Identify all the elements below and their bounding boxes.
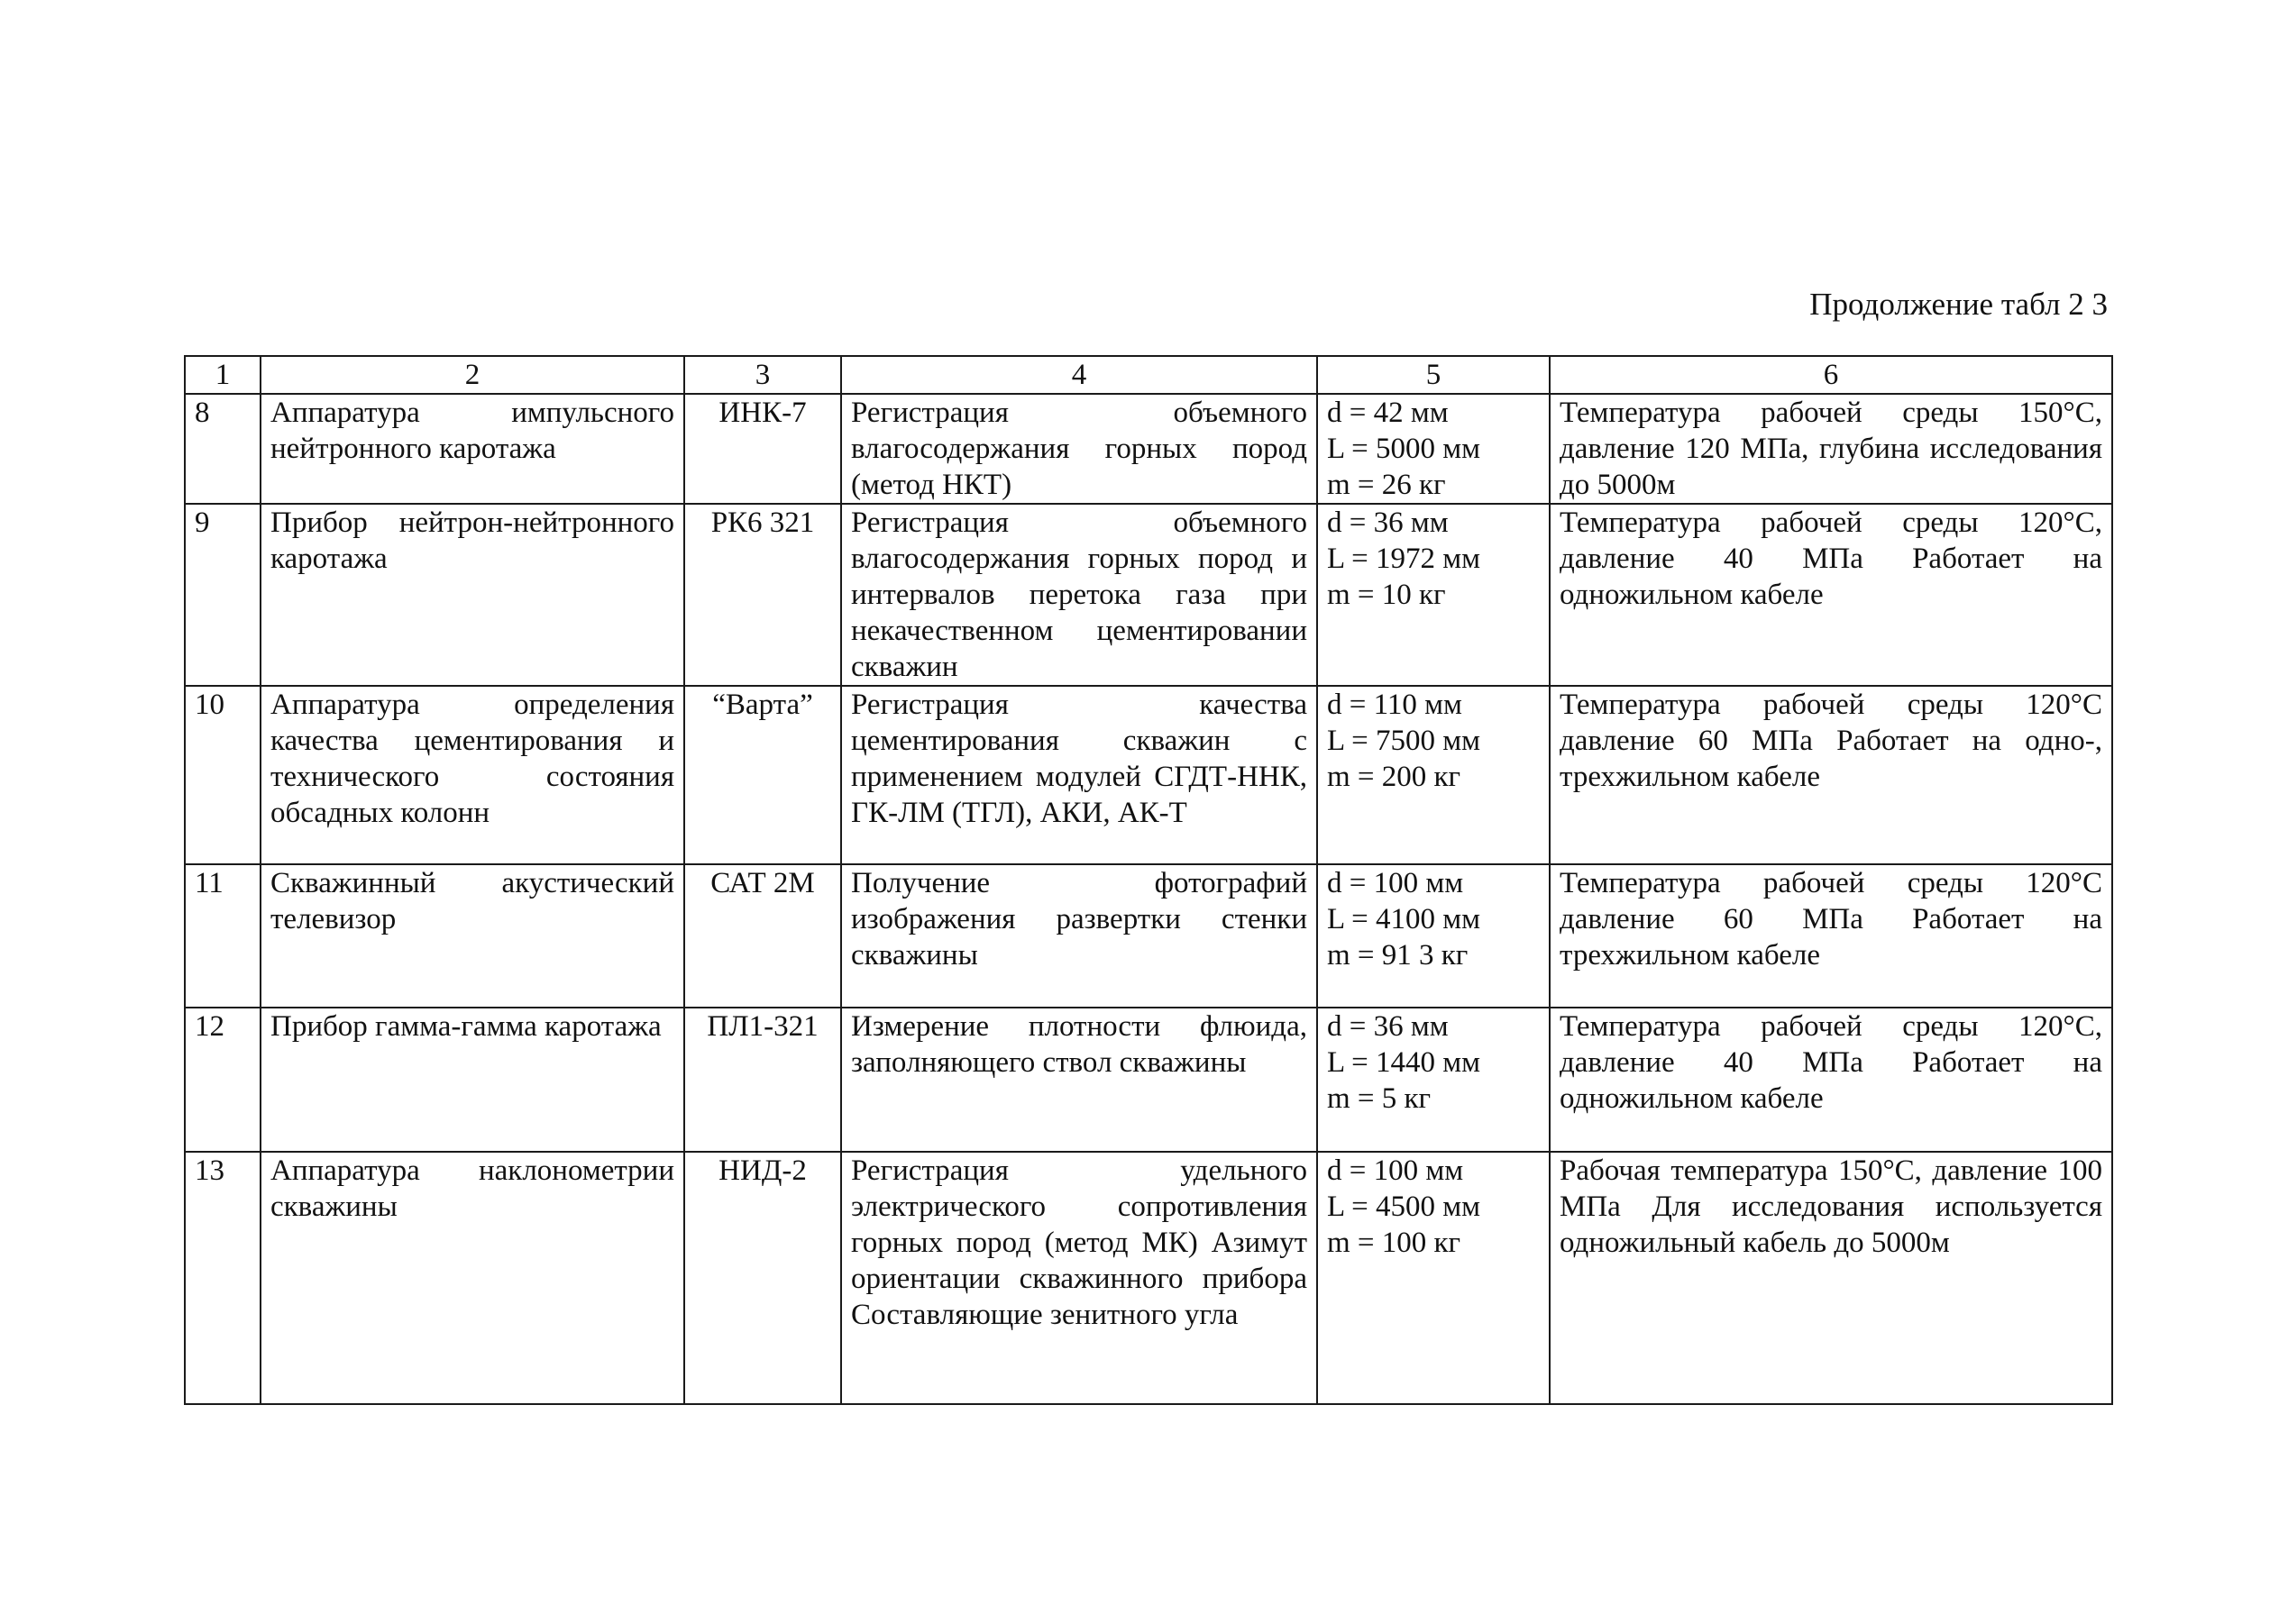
- equipment-model: “Варта”: [684, 686, 841, 864]
- dimension-diameter: d = 36 мм: [1327, 506, 1449, 539]
- equipment-purpose: Получение фотографий изображения развертки стенки скважины: [841, 864, 1317, 1008]
- column-number-5: 5: [1317, 356, 1550, 394]
- operating-conditions: Температура рабочей среды 150°С, давление 120 МПа, глубина исследования до 5000м: [1550, 394, 2112, 504]
- equipment-table: [184, 355, 2113, 1405]
- dimension-mass: m = 26 кг: [1327, 469, 1446, 501]
- equipment-dimensions: [1317, 864, 1550, 1008]
- row-number: 11: [185, 864, 261, 1008]
- row-number: 8: [185, 394, 261, 504]
- equipment-model: ПЛ1-321: [684, 1008, 841, 1152]
- dimension-mass: m = 100 кг: [1327, 1227, 1461, 1259]
- equipment-purpose: Регистрация объемного влагосодержания горных пород (метод НКТ): [841, 394, 1317, 504]
- operating-conditions: Рабочая температура 150°С, давление 100 МПа Для исследования используется одножильный кабель до 5000м: [1550, 1152, 2112, 1404]
- equipment-dimensions: [1317, 1008, 1550, 1152]
- dimension-diameter: d = 36 мм: [1327, 1010, 1449, 1043]
- equipment-dimensions: [1317, 394, 1550, 504]
- column-number-row: [185, 356, 2112, 394]
- operating-conditions: Температура рабочей среды 120°С, давление 40 МПа Работает на одножильном кабеле: [1550, 504, 2112, 686]
- dimension-length: L = 5000 мм: [1327, 433, 1481, 465]
- equipment-purpose: Регистрация объемного влагосодержания горных пород и интервалов перетока газа при некачественном цементировании скважин: [841, 504, 1317, 686]
- row-number: 9: [185, 504, 261, 686]
- equipment-model: ИНК-7: [684, 394, 841, 504]
- column-number-2: 2: [261, 356, 684, 394]
- dimension-length: L = 7500 мм: [1327, 725, 1481, 757]
- dimension-mass: m = 200 кг: [1327, 761, 1461, 793]
- dimension-diameter: d = 110 мм: [1327, 689, 1462, 721]
- equipment-dimensions: [1317, 686, 1550, 864]
- equipment-dimensions: [1317, 1152, 1550, 1404]
- column-number-3: 3: [684, 356, 841, 394]
- operating-conditions: Температура рабочей среды 120°С давление 60 МПа Работает на трехжильном кабеле: [1550, 864, 2112, 1008]
- dimension-length: L = 1440 мм: [1327, 1046, 1481, 1079]
- equipment-model: САТ 2М: [684, 864, 841, 1008]
- equipment-dimensions: [1317, 504, 1550, 686]
- equipment-purpose: Регистрация качества цементирования скважин с применением модулей СГДТ-ННК, ГК-ЛМ (ТГЛ), АКИ, АК-Т: [841, 686, 1317, 864]
- column-number-6: 6: [1550, 356, 2112, 394]
- column-number-4: 4: [841, 356, 1317, 394]
- table-row: [185, 504, 2112, 686]
- table-row: [185, 1152, 2112, 1404]
- row-number: 10: [185, 686, 261, 864]
- table-row: [185, 1008, 2112, 1152]
- column-number-1: 1: [185, 356, 261, 394]
- operating-conditions: Температура рабочей среды 120°С, давление 40 МПа Работает на одножильном кабеле: [1550, 1008, 2112, 1152]
- dimension-diameter: d = 100 мм: [1327, 867, 1464, 899]
- dimension-mass: m = 10 кг: [1327, 579, 1446, 611]
- equipment-name: Прибор гамма-гамма каротажа: [261, 1008, 684, 1152]
- equipment-name: Аппаратура наклонометрии скважины: [261, 1152, 684, 1404]
- dimension-length: L = 4500 мм: [1327, 1191, 1481, 1223]
- table-row: [185, 394, 2112, 504]
- equipment-model: РК6 321: [684, 504, 841, 686]
- equipment-purpose: Измерение плотности флюида, заполняющего ствол скважины: [841, 1008, 1317, 1152]
- row-number: 12: [185, 1008, 261, 1152]
- dimension-mass: m = 91 3 кг: [1327, 939, 1469, 972]
- equipment-name: Скважинный акустический телевизор: [261, 864, 684, 1008]
- equipment-name: Аппаратура определения качества цементирования и технического состояния обсадных колонн: [261, 686, 684, 864]
- row-number: 13: [185, 1152, 261, 1404]
- table-caption: Продолжение табл 2 3: [1809, 287, 2108, 322]
- dimension-length: L = 1972 мм: [1327, 543, 1481, 575]
- operating-conditions: Температура рабочей среды 120°С давление 60 МПа Работает на одно-, трехжильном кабеле: [1550, 686, 2112, 864]
- dimension-diameter: d = 100 мм: [1327, 1154, 1464, 1187]
- equipment-name: Прибор нейтрон-нейтронного каротажа: [261, 504, 684, 686]
- equipment-purpose: Регистрация удельного электрического сопротивления горных пород (метод МК) Азимут ориентации скважинного прибора Составляющие зенитного угла: [841, 1152, 1317, 1404]
- table-row: [185, 864, 2112, 1008]
- table-row: [185, 686, 2112, 864]
- dimension-mass: m = 5 кг: [1327, 1082, 1432, 1115]
- dimension-length: L = 4100 мм: [1327, 903, 1481, 935]
- equipment-name: Аппаратура импульсного нейтронного каротажа: [261, 394, 684, 504]
- equipment-model: НИД-2: [684, 1152, 841, 1404]
- dimension-diameter: d = 42 мм: [1327, 397, 1449, 429]
